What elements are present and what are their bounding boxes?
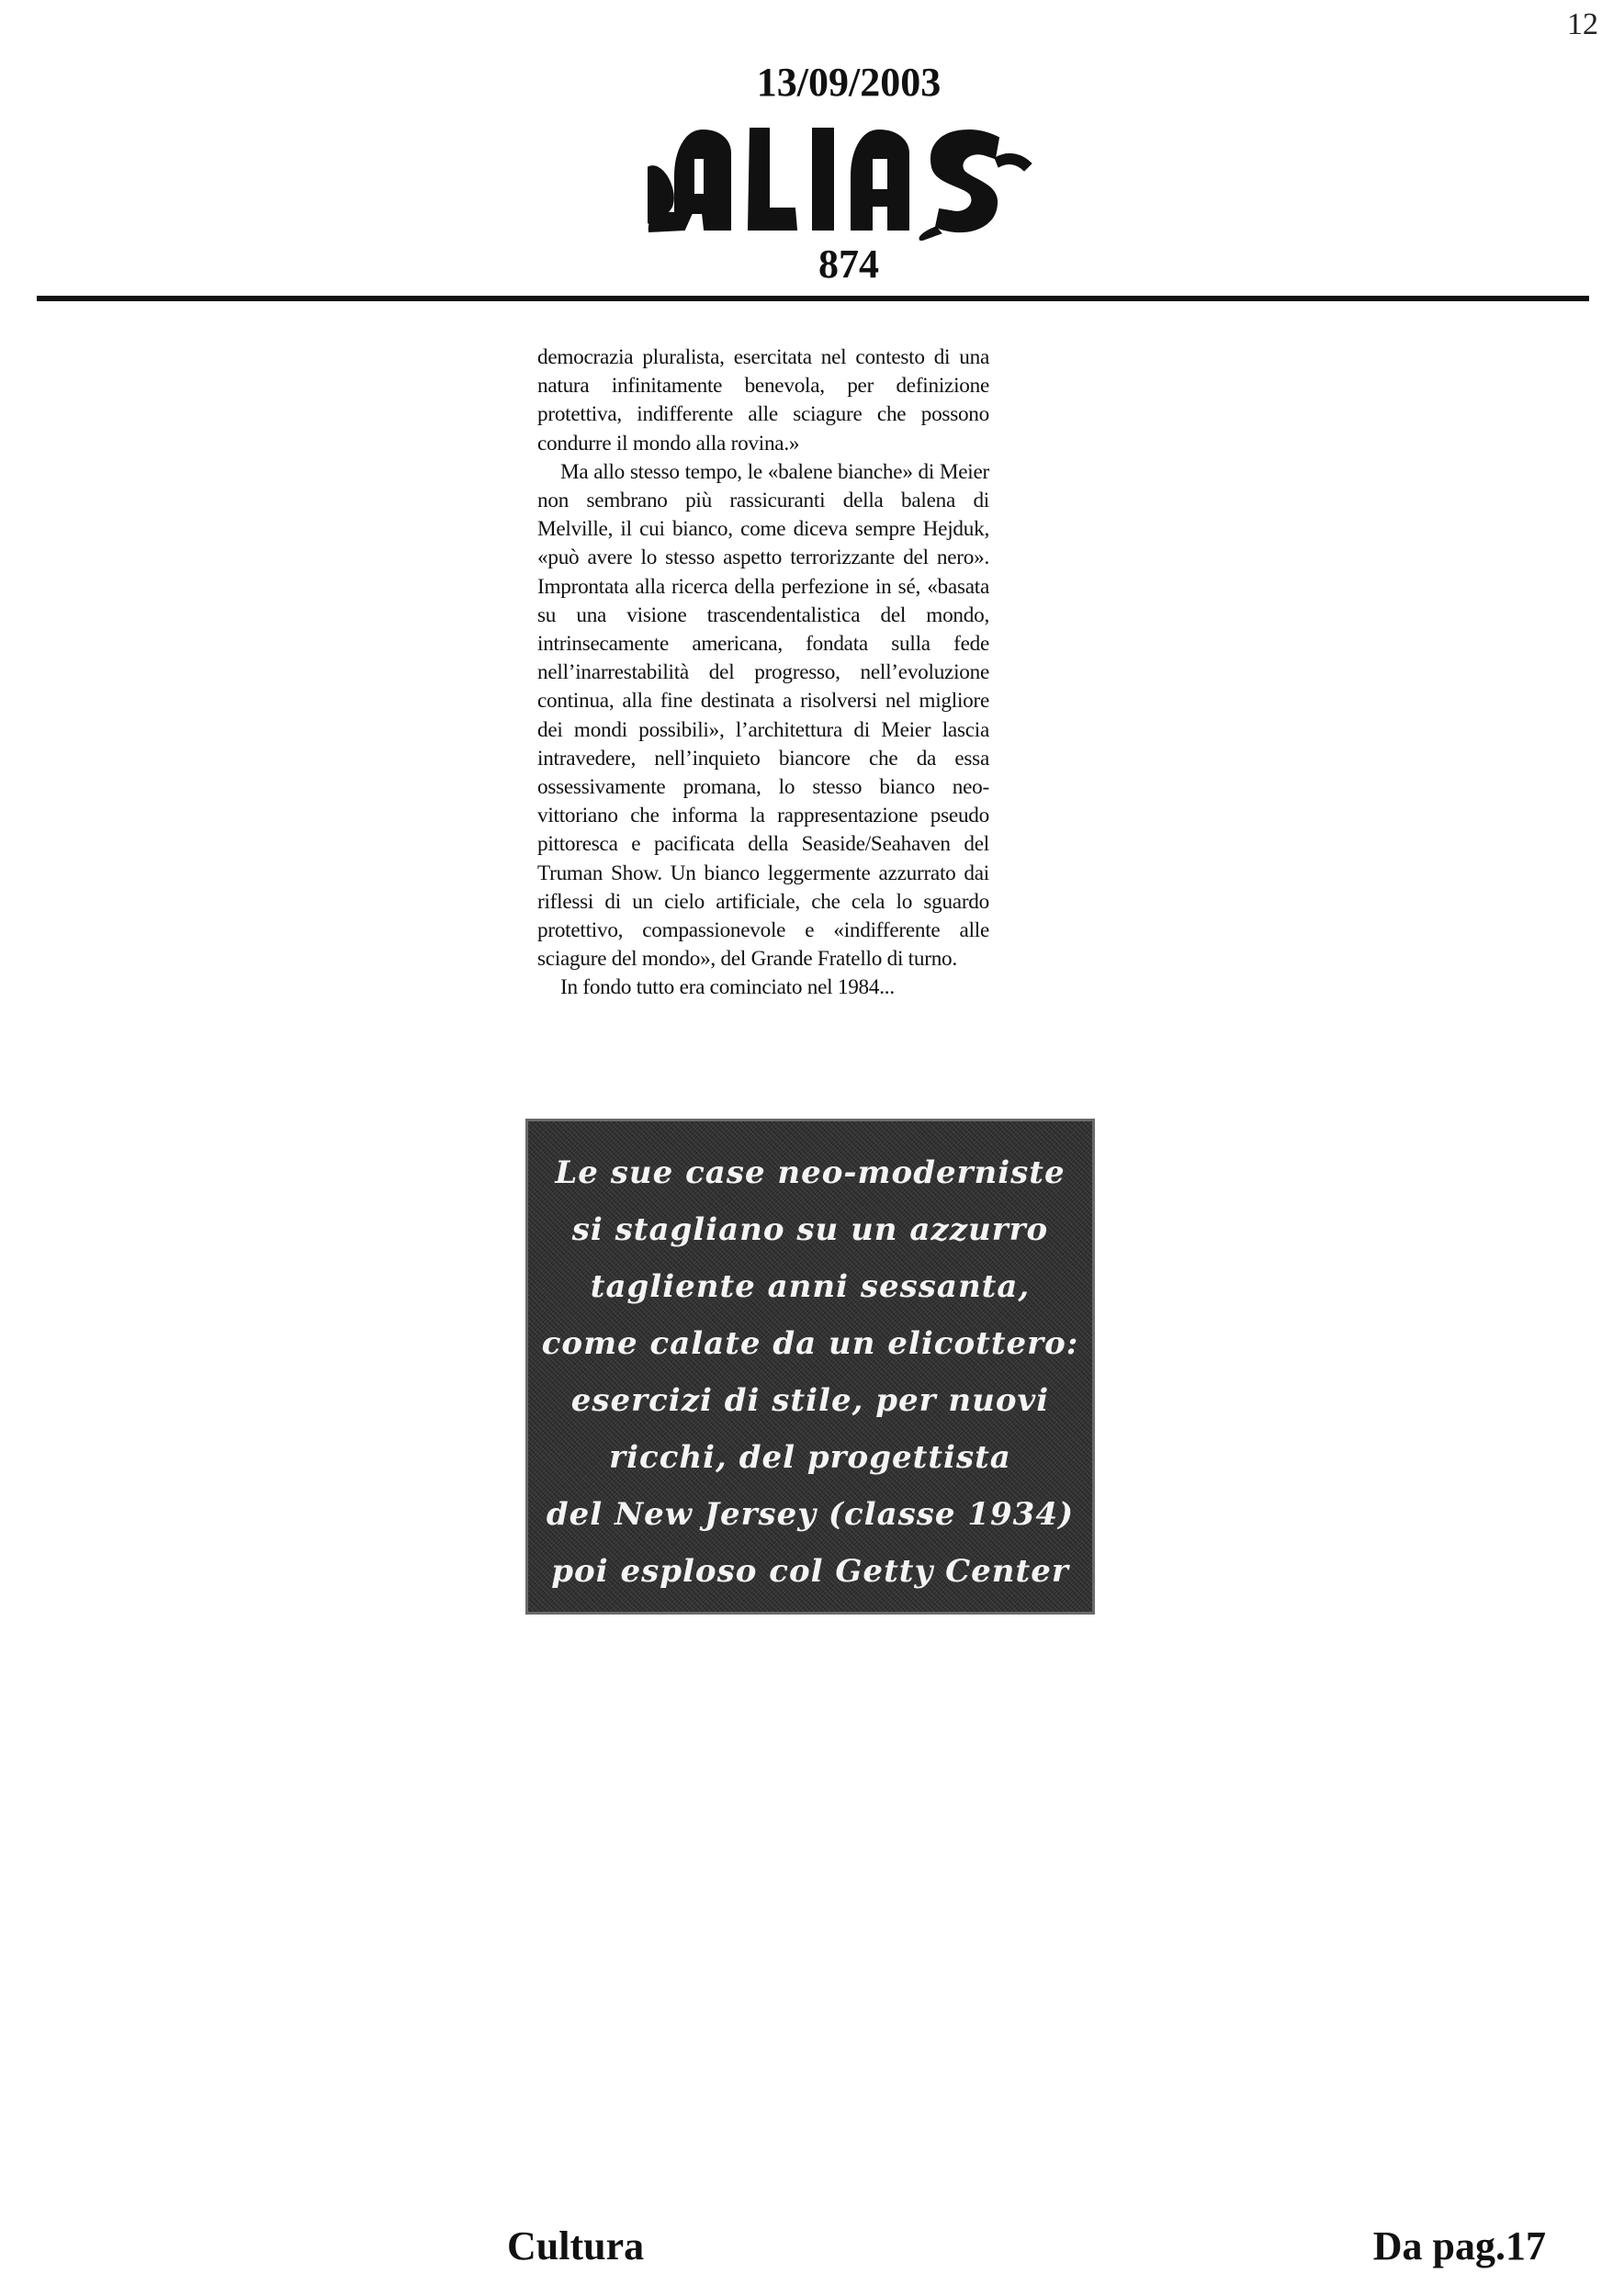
pullquote-line: come calate da un elicottero: <box>541 1325 1079 1362</box>
article-paragraph: Ma allo stesso tempo, le «balene bianche» di Meier non sembrano più rassicuranti della balena di Melville, il cui bianco, come diceva sempre Hejduk, «può avere lo stesso aspetto terrorizzante del nero». Improntata alla ricerca della perfezione in sé, «basata su una visione trascendentalistica del mondo, intrinsecamente americana, fondata sulla fede nell’inarrestabilità del progresso, nell’evoluzione continua, alla fine destinata a risolversi nel migliore dei mondi possibili», l’architettura di Meier lascia intravedere, nell’inquieto biancore che da essa ossessivamente promana, lo stesso bianco neo-vittoriano che informa la rappresentazione pseudo pittoresca e pacificata della Seaside/Seahaven del Truman Show. Un bianco leggermente azzurrato dai riflessi di un cielo artificiale, che cela lo sguardo protettivo, compassionevole e «indifferente alle sciagure del mondo», del Grande Fratello di turno. <box>537 459 989 972</box>
article-body <box>537 343 989 1003</box>
article-paragraph: democrazia pluralista, esercitata nel contesto di una natura infinitamente benevola, per definizione protettiva, indifferente alle sciagure che possono condurre il mondo alla rovina.» <box>537 345 989 456</box>
pullquote-line: Le sue case neo-moderniste <box>555 1154 1066 1191</box>
masthead-divider <box>37 296 1589 301</box>
article-paragraph: In fondo tutto era cominciato nel 1984... <box>560 975 895 1000</box>
pullquote-line: esercizi di stile, per nuovi <box>570 1382 1050 1419</box>
masthead <box>0 55 1624 294</box>
masthead-issue: 874 <box>818 242 879 287</box>
footer-section-label: Cultura <box>507 2223 645 2268</box>
pullquote-line: del New Jersey (classe 1934) <box>546 1496 1075 1533</box>
pullquote-line: poi esploso col Getty Center <box>551 1553 1069 1590</box>
alias-logo <box>648 103 1033 241</box>
footer-continuation-label: Da pag.17 <box>1372 2223 1546 2268</box>
pullquote-line: ricchi, del progettista <box>609 1439 1011 1476</box>
pullquote-line: si stagliano su un azzurro <box>571 1211 1049 1248</box>
masthead-date: 13/09/2003 <box>756 60 942 105</box>
page-number: 12 <box>1567 7 1598 41</box>
pullquote-line: tagliente anni sessanta, <box>590 1268 1031 1305</box>
pullquote-box <box>525 1119 1095 1615</box>
